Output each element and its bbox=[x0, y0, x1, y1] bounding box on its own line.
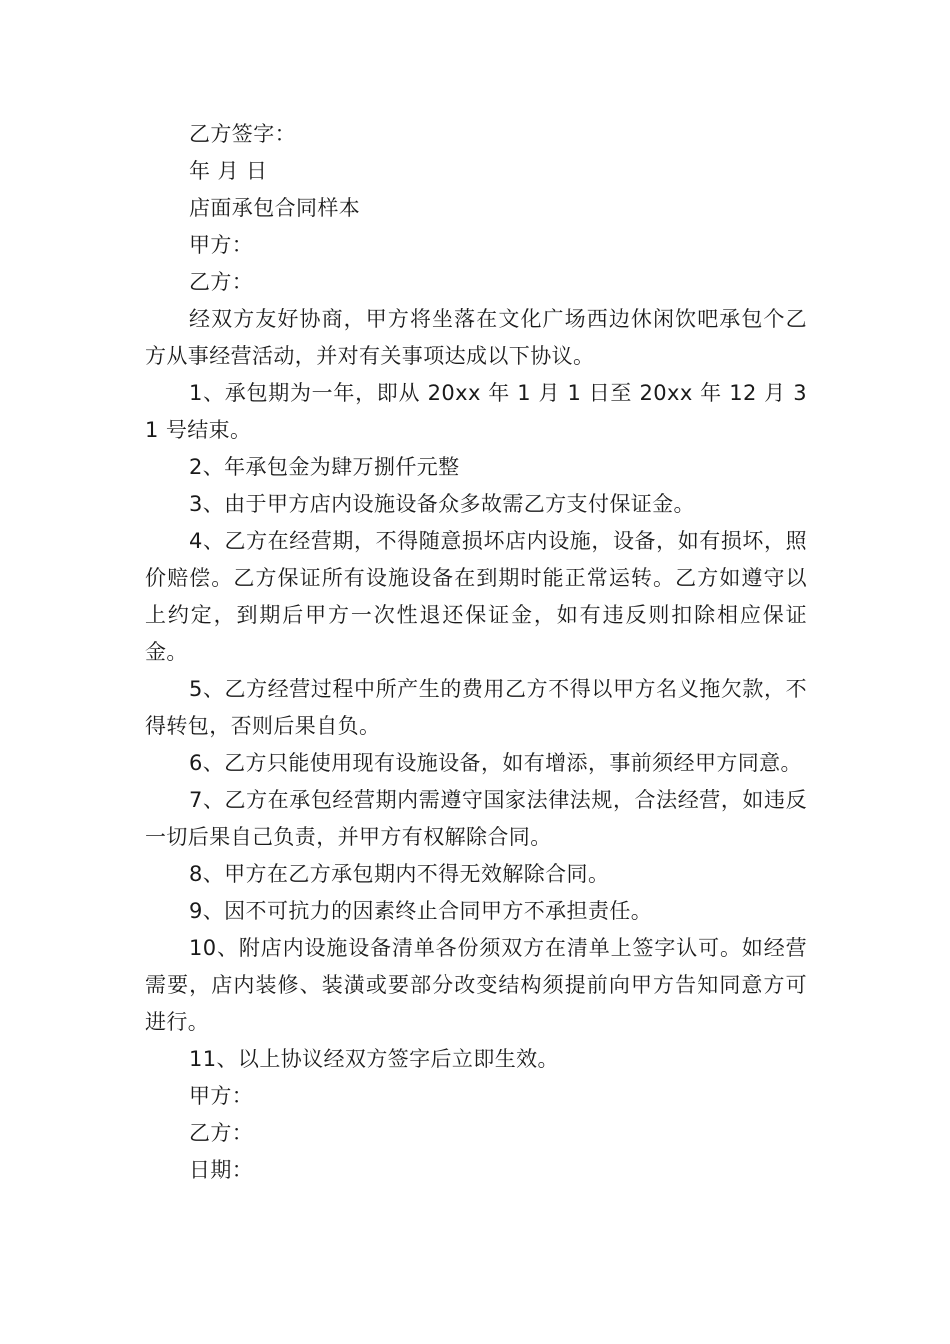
clause-2: 2、年承包金为肆万捌仟元整 bbox=[189, 455, 460, 479]
date-line: 年 月 日 bbox=[189, 159, 268, 183]
clause-6: 6、乙方只能使用现有设施设备，如有增添，事前须经甲方同意。 bbox=[189, 751, 802, 775]
signature-party-a: 甲方： bbox=[189, 1084, 254, 1108]
clause-3: 3、由于甲方店内设施设备众多故需乙方支付保证金。 bbox=[189, 492, 695, 516]
party-b-label: 乙方： bbox=[189, 270, 254, 294]
clause-1: 1、承包期为一年，即从 20xx 年 1 月 1 日至 20xx 年 12 月 31 号结束。 bbox=[145, 381, 807, 442]
signature-party-b: 乙方： bbox=[189, 1121, 254, 1145]
document-body bbox=[145, 116, 807, 1189]
clause-10: 10、附店内设施设备清单各份须双方在清单上签字认可。如经营需要，店内装修、装潢或要部分改变结构须提前向甲方告知同意方可进行。 bbox=[145, 936, 807, 1034]
signature-date: 日期： bbox=[189, 1158, 254, 1182]
party-a-label: 甲方： bbox=[189, 233, 254, 257]
clause-5: 5、乙方经营过程中所产生的费用乙方不得以甲方名义拖欠款，不得转包，否则后果自负。 bbox=[145, 677, 807, 738]
clause-11: 11、以上协议经双方签字后立即生效。 bbox=[189, 1047, 559, 1071]
party-b-signature-line: 乙方签字： bbox=[189, 122, 296, 146]
clause-8: 8、甲方在乙方承包期内不得无效解除合同。 bbox=[189, 862, 610, 886]
intro-paragraph: 经双方友好协商，甲方将坐落在文化广场西边休闲饮吧承包个乙方从事经营活动，并对有关事项达成以下协议。 bbox=[145, 307, 807, 368]
clause-9: 9、因不可抗力的因素终止合同甲方不承担责任。 bbox=[189, 899, 653, 923]
clause-7: 7、乙方在承包经营期内需遵守国家法律法规，合法经营，如违反一切后果自己负责，并甲方有权解除合同。 bbox=[145, 788, 807, 849]
document-title: 店面承包合同样本 bbox=[189, 196, 361, 220]
clause-4: 4、乙方在经营期，不得随意损坏店内设施，设备，如有损坏，照价赔偿。乙方保证所有设施设备在到期时能正常运转。乙方如遵守以上约定，到期后甲方一次性退还保证金，如有违反则扣除相应保证金。 bbox=[145, 529, 807, 664]
